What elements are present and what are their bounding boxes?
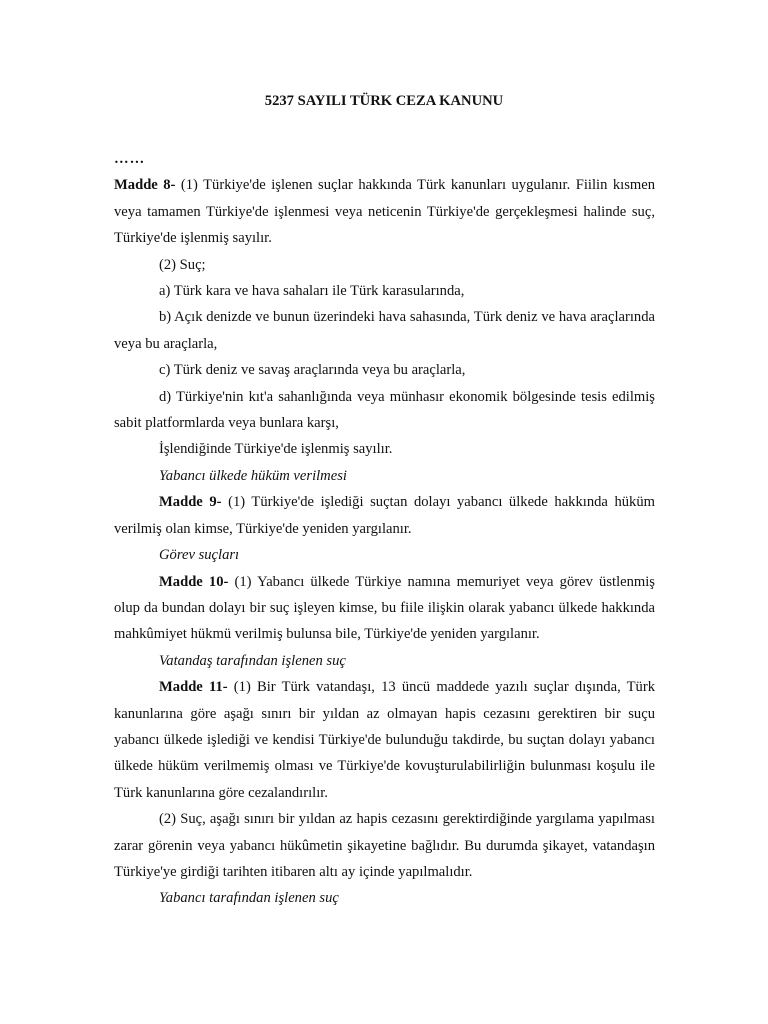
section-heading-madde-12: Yabancı tarafından işlenen suç: [159, 890, 339, 907]
madde-10-text: (1) Yabancı ülkede Türkiye namına memuriyet veya görev üstlenmiş olup da bundan dolayı bir suç işleyen kimse, bu fiile ilişkin olarak yabancı ülkede hakkında mahkûmiyet hükmü verilmiş bulunsa bile, Türkiye'de yeniden yargılanır.: [114, 573, 655, 643]
section-heading-madde-9: Yabancı ülkede hüküm verilmesi: [159, 467, 347, 484]
section-heading-madde-10: Görev suçları: [159, 547, 240, 564]
madde-8-label: Madde 8-: [114, 177, 176, 194]
madde-9-paragraph: [114, 489, 655, 542]
document-title: 5237 SAYILI TÜRK CEZA KANUNU: [264, 93, 504, 109]
madde-9-text: (1) Türkiye'de işlediği suçtan dolayı yabancı ülkede hakkında hüküm verilmiş olan kimse, Türkiye'de yeniden yargılanır.: [114, 494, 655, 537]
madde-8-closing: İşlendiğinde Türkiye'de işlenmiş sayılır.: [159, 441, 393, 458]
madde-11-text: (1) Bir Türk vatandaşı, 13 üncü maddede yazılı suçlar dışında, Türk kanunlarına göre aşağı sınırı bir yıldan az olmayan hapis cezasını gerektiren bir suçu yabancı ülkede işlediği ve kendisi Türkiye'de bulunduğu takdirde, bu suçtan dolayı yabancı ülkede hüküm verilmemiş olması ve Türkiye'de kovuşturulabilirliğin bulunması koşulu ile Türk kanunlarına göre cezalandırılır.: [114, 679, 656, 801]
madde-11-paragraph-1: [114, 674, 655, 806]
section-heading-madde-11: Vatandaş tarafından işlenen suç: [159, 652, 346, 669]
madde-11-label: Madde 11-: [159, 679, 228, 696]
madde-10-paragraph: [114, 569, 655, 648]
madde-8-item-a: a) Türk kara ve hava sahaları ile Türk karasularında,: [159, 283, 465, 300]
document-body: [114, 146, 655, 912]
madde-8-item-d: d) Türkiye'nin kıt'a sahanlığında veya münhasır ekonomik bölgesinde tesis edilmiş sabit platformlarda veya bunlara karşı,: [114, 388, 655, 432]
madde-8-item-b: b) Açık denizde ve bunun üzerindeki hava sahasında, Türk deniz ve hava araçlarında veya bu araçlarla,: [114, 309, 655, 352]
madde-10-label: Madde 10-: [159, 573, 229, 590]
madde-8-text: (1) Türkiye'de işlenen suçlar hakkında Türk kanunları uygulanır. Fiilin kısmen veya tamamen Türkiye'de işlenmesi veya neticenin Türkiye'de gerçekleşmesi halinde suç, Türkiye'de işlenmiş sayılır.: [114, 177, 655, 247]
ellipsis: ……: [114, 151, 146, 167]
madde-8-paragraph-2: (2) Suç;: [159, 256, 206, 273]
madde-11-paragraph-2: (2) Suç, aşağı sınırı bir yıldan az hapis cezasını gerektirdiğinde yargılama yapılması zarar görenin veya yabancı hükûmetin şikayetine bağlıdır. Bu durumda şikayet, vatandaşın Türkiye'ye girdiği tarihten itibaren altı ay içinde yapılmalıdır.: [114, 811, 655, 880]
madde-9-label: Madde 9-: [159, 494, 222, 511]
madde-8-item-c: c) Türk deniz ve savaş araçlarında veya bu araçlarla,: [159, 362, 466, 379]
madde-8-paragraph-1: [114, 172, 655, 251]
